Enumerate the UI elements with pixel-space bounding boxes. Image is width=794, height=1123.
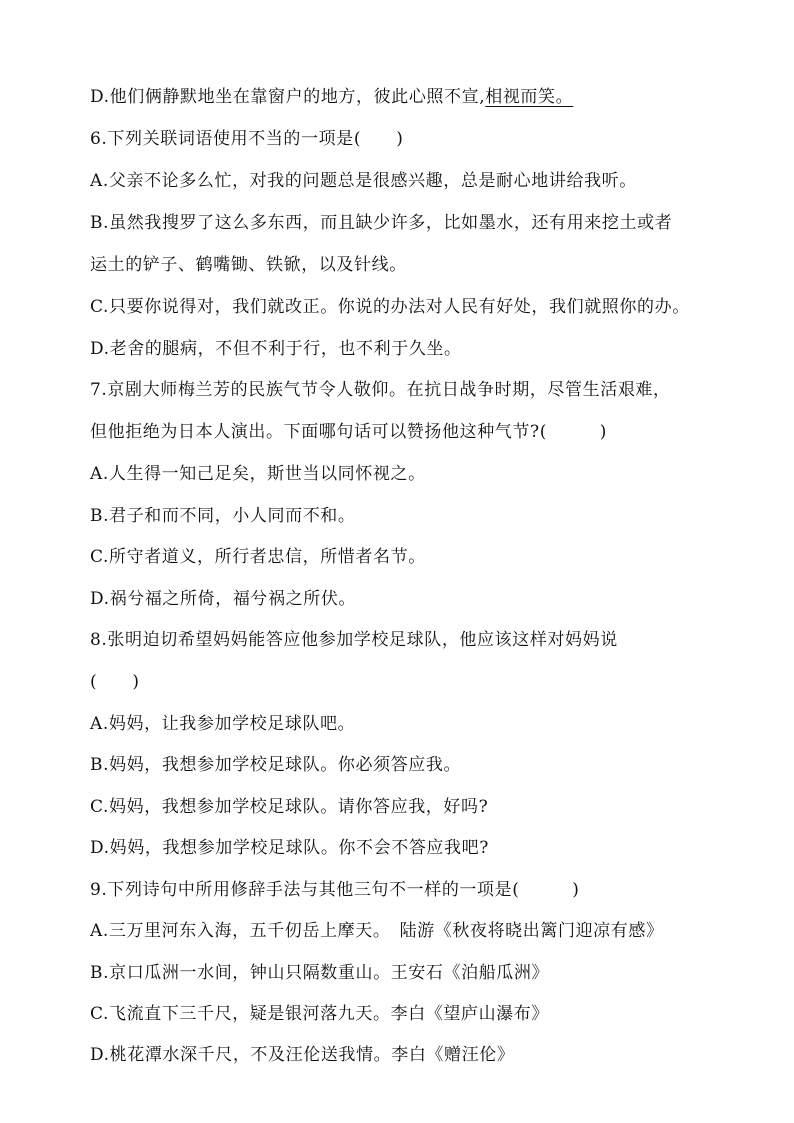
underlined-phrase: 相视而笑。 xyxy=(485,87,574,107)
q7-option-b: B.君子和而不同，小人同而不和。 xyxy=(90,506,356,526)
q6-option-c: C.只要你说得对，我们就改正。你说的办法对人民有好处，我们就照你的办。 xyxy=(90,297,690,317)
question-9: 9.下列诗句中所用修辞手法与其他三句不一样的一项是( ) xyxy=(90,880,580,900)
q9-option-d: D.桃花潭水深千尺，不及汪伦送我情。李白《赠汪伦》 xyxy=(90,1045,515,1065)
question-7: 7.京剧大师梅兰芳的民族气节令人敬仰。在抗日战争时期，尽管生活艰难， xyxy=(90,380,671,400)
q8-option-d: D.妈妈，我想参加学校足球队。你不会不答应我吧? xyxy=(90,838,489,858)
question-6: 6.下列关联词语使用不当的一项是( ) xyxy=(90,129,404,149)
q6-option-d: D.老舍的腿病，不但不利于行，也不利于久坐。 xyxy=(90,339,462,359)
q8-option-b: B.妈妈，我想参加学校足球队。你必须答应我。 xyxy=(90,755,462,775)
option-d-q5 xyxy=(90,85,573,109)
q8-option-c: C.妈妈，我想参加学校足球队。请你答应我，好吗? xyxy=(90,797,489,817)
question-8-blank: ( ) xyxy=(90,672,140,692)
q7-option-a: A.人生得一知己足矣，斯世当以同怀视之。 xyxy=(90,464,426,484)
option-d-q5-text: D.他们俩静默地坐在靠窗户的地方，彼此心照不宣, xyxy=(90,87,486,107)
q9-option-b: B.京口瓜洲一水间，钟山只隔数重山。王安石《泊船瓜洲》 xyxy=(90,963,550,983)
q6-option-b: B.虽然我搜罗了这么多东西，而且缺少许多，比如墨水，还有用来挖土或者 xyxy=(90,213,673,233)
q8-option-a: A.妈妈，让我参加学校足球队吧。 xyxy=(90,714,356,734)
q6-option-b-cont: 运土的铲子、鹤嘴锄、铁锨，以及针线。 xyxy=(90,255,407,275)
q7-option-d: D.祸兮福之所倚，福兮祸之所伏。 xyxy=(90,589,357,609)
q9-option-c: C.飞流直下三千尺，疑是银河落九天。李白《望庐山瀑布》 xyxy=(90,1004,550,1024)
q7-option-c: C.所守者道义，所行者忠信，所惜者名节。 xyxy=(90,547,426,567)
q9-option-a: A.三万里河东入海，五千仞岳上摩天。 陆游《秋夜将晓出篱门迎凉有感》 xyxy=(90,921,664,941)
q6-option-a: A.父亲不论多么忙，对我的问题总是很感兴趣，总是耐心地讲给我听。 xyxy=(90,171,637,191)
question-7-cont: 但他拒绝为日本人演出。下面哪句话可以赞扬他这种气节?( ) xyxy=(90,422,607,442)
question-8: 8.张明迫切希望妈妈能答应他参加学校足球队，他应该这样对妈妈说 xyxy=(90,630,618,650)
